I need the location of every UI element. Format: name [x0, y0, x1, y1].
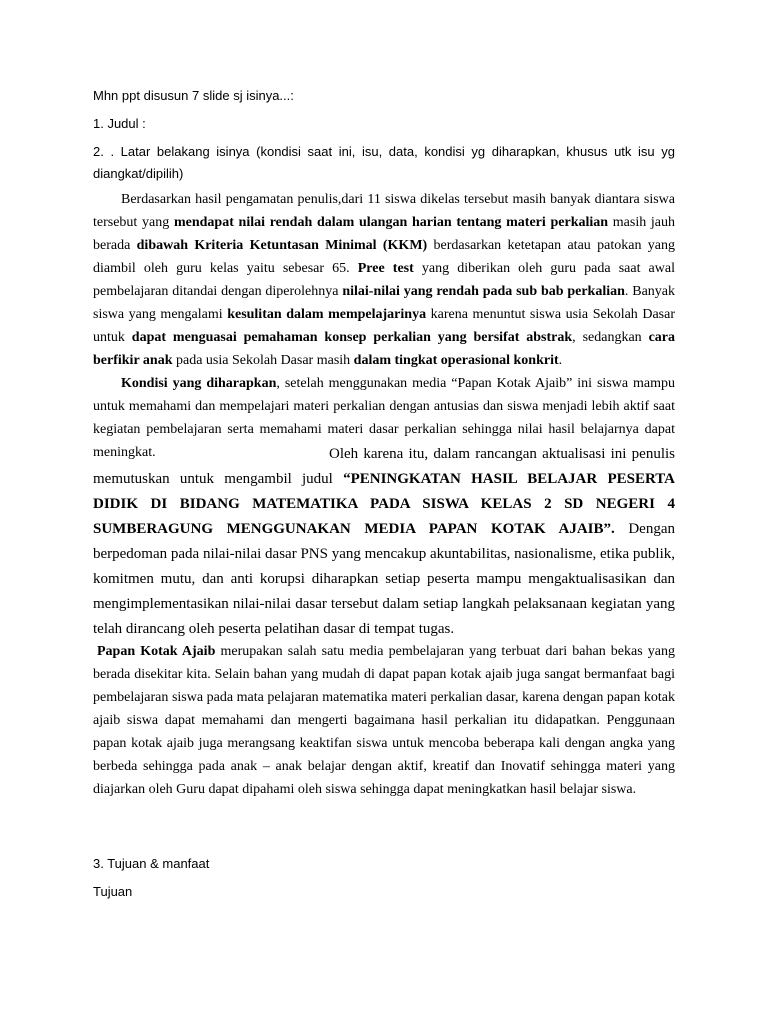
text-run: merupakan salah satu media pembelajaran yang terbuat dari bahan bekas yang berada disekitar kita. Selain bahan yang mudah di dapat papan kotak ajaib juga sangat bermanfaat bagi pembelajaran siswa pada mata pelajaran matematika materi perkalian dasar, karena dengan papan kotak ajaib siswa dapat memahami dan mengerti bagaimana hasil perkalian itu didapatkan. Penggunaan papan kotak ajaib juga merangsang keaktifan siswa untuk mencoba beberapa kali dengan angka yang berbeda sehingga pada anak – anak belajar dengan aktif, kreatif dan Inovatif sehingga materi yang diajarkan oleh Guru dapat dipahami oleh siswa sehingga dapat meningkatkan hasil belajar siswa. [93, 644, 676, 797]
text-run: Berdasarkan hasil pengamatan penulis,dari 11 siswa dikelas tersebut masih banyak diantara siswa tersebut yang [93, 192, 675, 230]
title-bold-run: “PENINGKATAN HASIL BELAJAR PESERTA DIDIK DI BIDANG MATEMATIKA PADA SISWA KELAS 2 SD NEGERI 4 SUMBERAGUNG MENGGUNAKAN MEDIA PAPAN KOTAK AJAIB”. [93, 471, 675, 537]
text-run: . Banyak siswa yang mengalami [93, 284, 676, 322]
item-3-tujuan-manfaat: 3. Tujuan & manfaat [93, 856, 210, 871]
text-run: masih jauh berada [93, 215, 676, 253]
text-run: . [558, 353, 563, 368]
bold-run: kesulitan dalam mempelajarinya [227, 307, 427, 322]
bold-run: dibawah Kriteria Ketuntasan Minimal (KKM) [136, 238, 428, 253]
bold-run: dalam tingkat operasional konkrit [353, 353, 559, 368]
bold-run: mendapat nilai rendah dalam ulangan harian tentang materi perkalian [173, 215, 609, 230]
bold-run: Papan Kotak Ajaib [97, 644, 216, 659]
text-run: karena menuntut siswa usia Sekolah Dasar untuk [93, 307, 675, 345]
bold-run: Pree test [357, 261, 414, 276]
text-run: pada usia Sekolah Dasar masih [172, 353, 354, 368]
bold-run: nilai-nilai yang rendah pada sub bab perkalian [342, 284, 625, 299]
text-run: Dengan berpedoman pada nilai-nilai dasar PNS yang mencakup akuntabilitas, nasionalisme, etika publik, komitmen mutu, dan anti korupsi diharapkan setiap peserta mampu mengaktualisasikan dan mengimplementasikan nilai-nilai dasar tersebut dalam setiap langkah pelaksanaan kegiatan yang telah dirancang oleh peserta pelatihan dasar di tempat tugas. [93, 521, 675, 637]
item-1-judul: 1. Judul : [93, 116, 146, 131]
paragraph-papan-kotak-ajaib [93, 640, 675, 801]
text-run: , setelah menggunakan media “Papan Kotak Ajaib” ini siswa mampu untuk memahami dan mempelajari materi perkalian dengan antusias dan siswa menjadi lebih aktif saat kegiatan pembelajaran serta memahami materi dasar perkalian sehingga nilai hasil belajarnya dapat meningkat. [93, 376, 675, 460]
bold-run: dapat menguasai pemahaman konsep perkalian yang bersifat abstrak [131, 330, 573, 345]
paragraph-title-decision [93, 442, 675, 642]
item-2-latar-belakang: 2. . Latar belakang isinya (kondisi saat ini, isu, data, kondisi yg diharapkan, khusus utk isu yg diangkat/dipilih) [93, 144, 675, 181]
bold-run: cara berfikir anak [93, 330, 676, 368]
intro-line: Mhn ppt disusun 7 slide sj isinya...: [93, 88, 294, 103]
text-run: , sedangkan [572, 330, 649, 345]
heading-tujuan: Tujuan [93, 884, 133, 899]
bold-run: Kondisi yang diharapkan [121, 376, 277, 391]
paragraph-background [93, 188, 675, 372]
text-run: Oleh karena itu, dalam rancangan aktualisasi ini penulis memutuskan untuk mengambil judul [93, 446, 675, 487]
text-run: yang diberikan oleh guru pada saat awal pembelajaran ditandai dengan diperolehnya [93, 261, 675, 299]
text-run: berdasarkan ketetapan atau patokan yang diambil oleh guru kelas yaitu sebesar 65. [93, 238, 675, 276]
